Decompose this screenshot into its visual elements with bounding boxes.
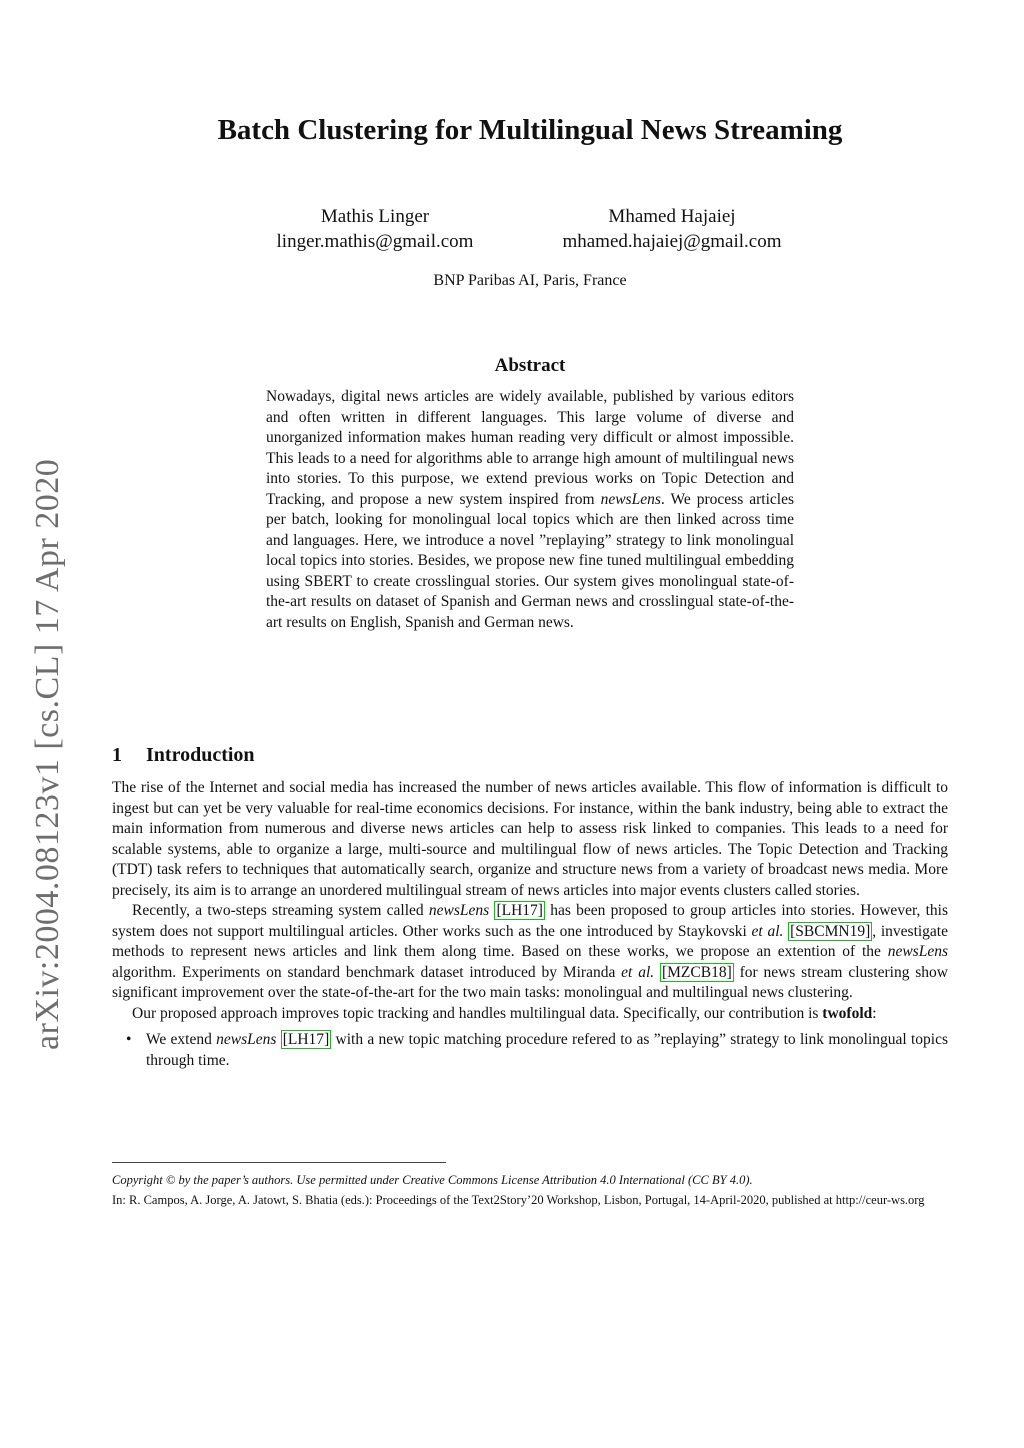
proceedings-note: In: R. Campos, A. Jorge, A. Jatowt, S. Bhatia (eds.): Proceedings of the Text2Story’20 Workshop, Lisbon, Portugal, 14-April-2020, published at http://ceur-ws.org: [112, 1193, 925, 1207]
introduction-body: [112, 778, 948, 1071]
citation-link[interactable]: [SBCMN19]: [790, 922, 871, 940]
intro-paragraph-3: Our proposed approach improves topic tracking and handles multilingual data. Specifically, our contribution is twofold:: [132, 1004, 877, 1022]
intro-paragraph-1: The rise of the Internet and social media has increased the number of news articles available. This flow of information is difficult to ingest but can yet be very valuable for real-time economics decisions. For instance, within the bank industry, being able to extract the main information from numerous and diverse news articles can help to assess risk linked to companies. This leads to a need for scalable systems, able to organize a large, multi-source and multilingual flow of news articles. The Topic Detection and Tracking (TDT) task refers to techniques that automatically search, organize and structure news from a variety of broadcast news media. More precisely, its aim is to arrange an unordered multilingual stream of news articles into major events clusters called stories.: [112, 779, 948, 899]
author-1-name: Mathis Linger: [320, 206, 430, 227]
footnote-divider: [112, 1162, 446, 1163]
newslens-term: newsLens: [600, 490, 661, 508]
list-item: • We extend newsLens [LH17] with a new topic matching procedure refered to as ”replaying” strategy to link monolingual topics through time.: [126, 1031, 948, 1069]
affiliation: BNP Paribas AI, Paris, France: [433, 272, 627, 289]
author-2-email: mhamed.hajaiej@gmail.com: [562, 231, 782, 252]
author-2-name: Mhamed Hajaiej: [608, 206, 736, 227]
contribution-list: [112, 1030, 948, 1071]
author-2: [522, 204, 822, 254]
paper-title: Batch Clustering for Multilingual News Streaming: [217, 114, 843, 146]
section-heading-introduction: [112, 744, 255, 767]
citation-link[interactable]: [MZCB18]: [661, 963, 732, 981]
copyright-notice: Copyright © by the paper’s authors. Use permitted under Creative Commons License Attribution 4.0 International (CC BY 4.0).: [112, 1173, 753, 1187]
abstract-heading: Abstract: [494, 355, 566, 376]
intro-paragraph-2: Recently, a two-steps streaming system called newsLens [LH17] has been proposed to group articles into stories. However, this system does not support multilingual articles. Other works such as the one introduced by Staykovski et al. [SBCMN19] , investigate methods to represent news articles and link them along time. Based on these works, we propose an extention of the newsLens algorithm. Experiments on standard benchmark dataset introduced by Miranda et al. [MZCB18] for news stream clustering show significant improvement over the state-of-the-art for the two main tasks: monolingual and multilingual news clustering.: [112, 902, 949, 1001]
author-1-email: linger.mathis@gmail.com: [276, 231, 474, 252]
footnote: [112, 1172, 948, 1208]
arxiv-identifier: arXiv:2004.08123v1 [cs.CL] 17 Apr 2020: [29, 458, 66, 1050]
section-number: 1: [112, 744, 122, 766]
citation-link[interactable]: [LH17]: [282, 1031, 330, 1048]
author-1: [225, 204, 525, 254]
bullet-icon: •: [126, 1031, 132, 1048]
abstract-text: Nowadays, digital news articles are widely available, published by various editors and often written in different languages. This large volume of diverse and unorganized information makes human reading very difficult or almost impossible. This leads to a need for algorithms able to arrange high amount of multilingual news into stories. To this purpose, we extend previous works on Topic Detection and Tracking, and propose a new system inspired from newsLens. We process articles per batch, looking for monolingual local topics which are then linked across time and languages. Here, we introduce a novel ”replaying” strategy to link monolingual local topics into stories. Besides, we propose new fine tuned multilingual embedding using SBERT to create crosslingual stories. Our system gives monolingual state-of-the-art results on dataset of Spanish and German news and crosslingual state-of-the-art results on English, Spanish and German news.: [266, 388, 794, 631]
section-title: Introduction: [146, 744, 255, 766]
citation-link[interactable]: [LH17]: [496, 902, 543, 919]
